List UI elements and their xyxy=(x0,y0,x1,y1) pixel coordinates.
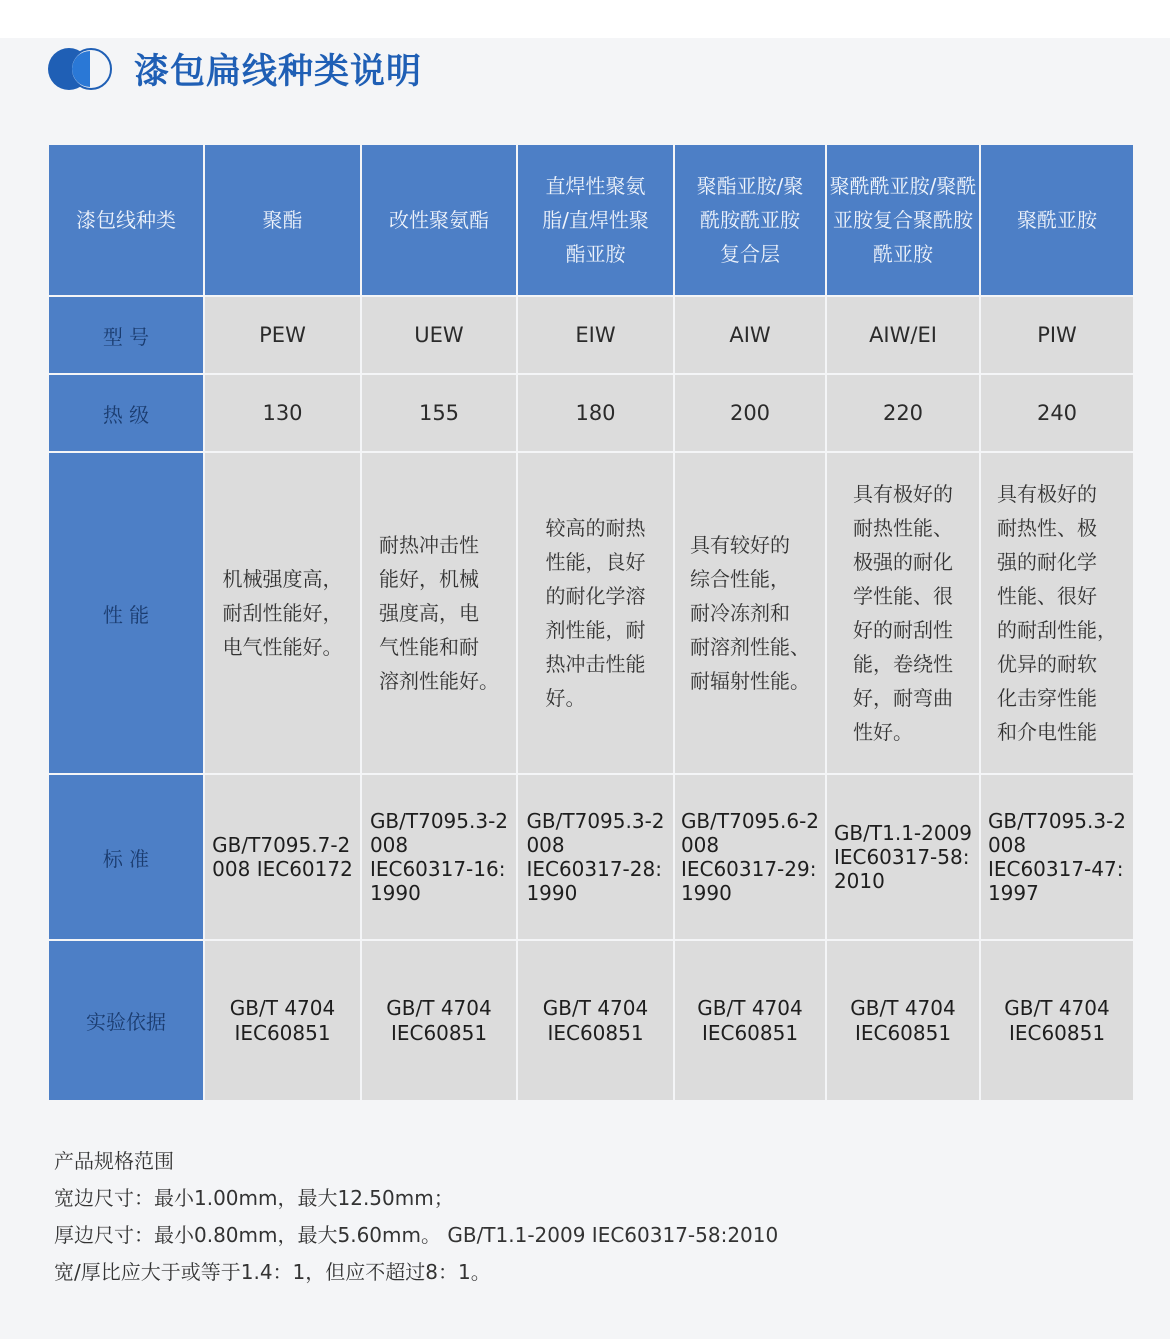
standard-text: GB/T7095.3-2 008 IEC60317-28: 1990 xyxy=(526,809,665,905)
standard-text: GB/T7095.7-2 008 IEC60172 xyxy=(212,833,353,881)
table-row-performance xyxy=(48,452,1134,774)
model-cell: EIW xyxy=(517,296,674,374)
performance-text: 具有较好的 综合性能， 耐冷冻剂和 耐溶剂性能、 耐辐射性能。 xyxy=(690,533,810,693)
row-label-performance: 性 能 xyxy=(48,452,204,774)
header-col-5 xyxy=(826,144,980,296)
table-row-model xyxy=(48,296,1134,374)
page-title: 漆包扁线种类说明 xyxy=(134,52,423,92)
performance-cell xyxy=(674,452,826,774)
table-header-row xyxy=(48,144,1134,296)
spec-range-notes xyxy=(54,1143,778,1291)
standard-text: GB/T7095.3-2 008 IEC60317-16: 1990 xyxy=(369,809,509,905)
notes-ratio: 宽/厚比应大于或等于1.4：1，但应不超过8：1。 xyxy=(54,1260,491,1284)
test-cell xyxy=(980,940,1134,1101)
heat-cell: 180 xyxy=(517,374,674,452)
notes-heading: 产品规格范围 xyxy=(54,1149,174,1173)
test-text: GB/T 4704 IEC60851 xyxy=(386,995,492,1045)
heat-cell: 130 xyxy=(204,374,361,452)
test-cell xyxy=(361,940,517,1101)
header-col-1-text: 聚酯 xyxy=(262,208,303,232)
model-cell: PEW xyxy=(204,296,361,374)
table-row-test-basis xyxy=(48,940,1134,1101)
notes-thickness: 厚边尺寸：最小0.80mm，最大5.60mm。 GB/T1.1-2009 IEC60317-58:2010 xyxy=(54,1223,779,1247)
header-col-6 xyxy=(980,144,1134,296)
performance-cell xyxy=(980,452,1134,774)
performance-text: 具有极好的 耐热性能、 极强的耐化 学性能、很 好的耐刮性 能，卷绕性 好，耐弯曲 性好。 xyxy=(853,482,953,744)
test-text: GB/T 4704 IEC60851 xyxy=(229,995,336,1045)
test-text: GB/T 4704 IEC60851 xyxy=(850,995,956,1045)
heat-cell: 240 xyxy=(980,374,1134,452)
test-cell xyxy=(674,940,826,1101)
standard-cell xyxy=(361,774,517,940)
performance-cell xyxy=(361,452,517,774)
standard-text: GB/T1.1-2009 IEC60317-58: 2010 xyxy=(833,821,973,893)
test-cell xyxy=(517,940,674,1101)
test-cell xyxy=(204,940,361,1101)
performance-text: 耐热冲击性 能好，机械 强度高，电 气性能和耐 溶剂性能好。 xyxy=(379,533,499,693)
performance-text: 具有极好的 耐热性、极 强的耐化学 性能、很好 的耐刮性能， 优异的耐软 化击穿性能 和介电性能 xyxy=(997,482,1117,744)
header-label: 漆包线种类 xyxy=(76,208,176,232)
test-text: GB/T 4704 IEC60851 xyxy=(697,995,803,1045)
performance-cell xyxy=(204,452,361,774)
standard-cell xyxy=(204,774,361,940)
header-label-cell xyxy=(48,144,204,296)
header-col-3 xyxy=(517,144,674,296)
standard-cell xyxy=(674,774,826,940)
standard-cell xyxy=(517,774,674,940)
row-label-standard: 标 准 xyxy=(48,774,204,940)
table-row-standard xyxy=(48,774,1134,940)
header-col-2 xyxy=(361,144,517,296)
standard-cell xyxy=(980,774,1134,940)
model-cell: AIW/EI xyxy=(826,296,980,374)
row-label-model: 型 号 xyxy=(48,296,204,374)
row-label-test: 实验依据 xyxy=(48,940,204,1101)
standard-cell xyxy=(826,774,980,940)
performance-text: 较高的耐热 性能，良好 的耐化学溶 剂性能，耐 热冲击性能 好。 xyxy=(545,516,646,710)
model-cell: PIW xyxy=(980,296,1134,374)
circles-logo-icon xyxy=(48,46,114,92)
test-cell xyxy=(826,940,980,1101)
test-text: GB/T 4704 IEC60851 xyxy=(542,995,649,1045)
test-text: GB/T 4704 IEC60851 xyxy=(1004,995,1110,1045)
model-cell: AIW xyxy=(674,296,826,374)
row-label-heat: 热 级 xyxy=(48,374,204,452)
standard-text: GB/T7095.6-2 008 IEC60317-29: 1990 xyxy=(680,809,820,905)
performance-cell xyxy=(517,452,674,774)
header-col-6-text: 聚酰亚胺 xyxy=(1017,208,1097,232)
table-row-heat-class xyxy=(48,374,1134,452)
wire-types-table xyxy=(47,143,1135,1102)
header-col-4-text: 聚酯亚胺/聚 酰胺酰亚胺 复合层 xyxy=(696,174,804,266)
standard-text: GB/T7095.3-2 008 IEC60317-47: 1997 xyxy=(987,809,1127,905)
section-header xyxy=(48,46,422,92)
performance-cell xyxy=(826,452,980,774)
heat-cell: 220 xyxy=(826,374,980,452)
header-col-3-text: 直焊性聚氨 脂/直焊性聚 酯亚胺 xyxy=(542,174,649,266)
top-band xyxy=(0,0,1170,38)
header-col-2-text: 改性聚氨酯 xyxy=(389,208,489,232)
performance-text: 机械强度高， 耐刮性能好， 电气性能好。 xyxy=(222,567,343,659)
heat-cell: 155 xyxy=(361,374,517,452)
header-col-1 xyxy=(204,144,361,296)
model-cell: UEW xyxy=(361,296,517,374)
notes-width: 宽边尺寸：最小1.00mm，最大12.50mm； xyxy=(54,1186,454,1210)
heat-cell: 200 xyxy=(674,374,826,452)
header-col-4 xyxy=(674,144,826,296)
header-col-5-text: 聚酰酰亚胺/聚酰 亚胺复合聚酰胺 酰亚胺 xyxy=(829,174,977,266)
